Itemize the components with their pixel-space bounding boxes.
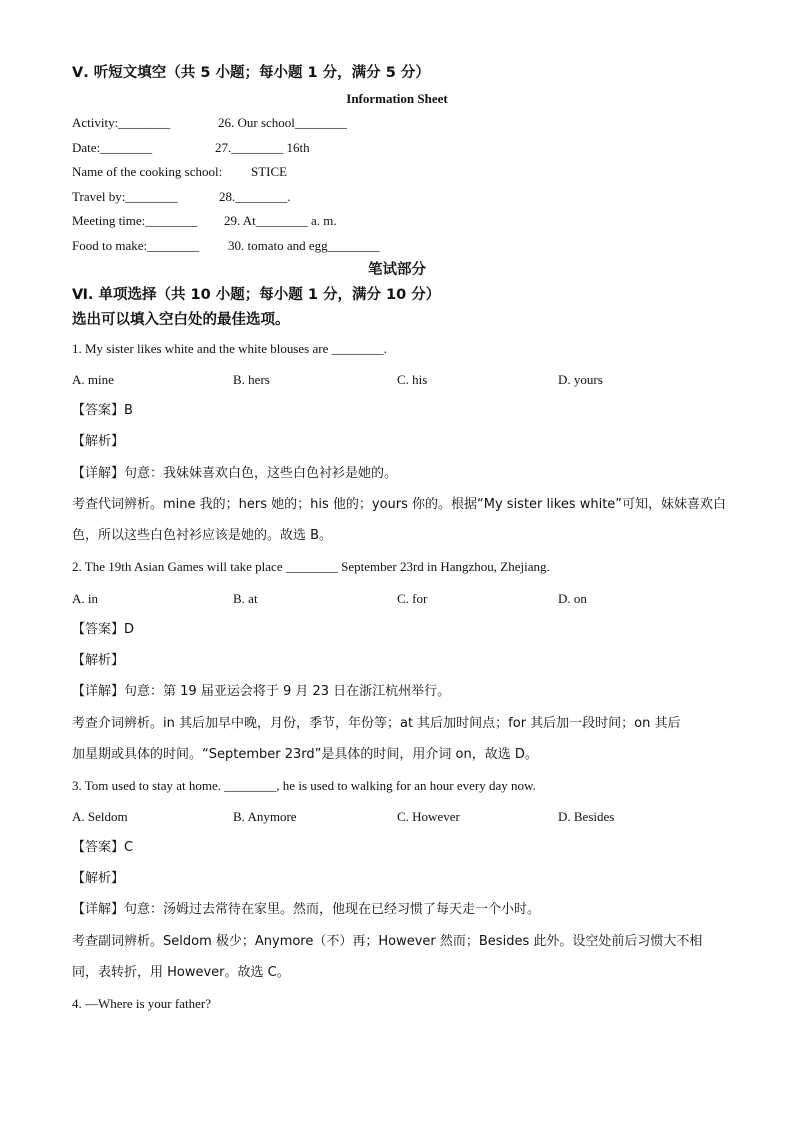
option-d: D. Besides [558, 809, 615, 824]
explanation-line-1: 考查代词辨析。mine 我的；hers 她的；his 他的；yours 你的。根据“My sister likes white”可知，妹妹喜欢白 [72, 497, 727, 512]
question-stem: 3. Tom used to stay at home. ________, he is used to walking for an hour every day now. [72, 778, 536, 793]
explanation-line-2: 同，表转折，用 However。故选 C。 [72, 965, 290, 980]
detail-line [72, 466, 397, 482]
detail-label: 【详解】 [72, 466, 125, 481]
section5-heading: Ⅴ. 听短文填空（共 5 小题；每小题 1 分，满分 5 分） [72, 65, 430, 81]
written-part-title: 笔试部分 [368, 262, 426, 278]
detail-text: 句意：我妹妹喜欢白色，这些白色衬衫是她的。 [124, 466, 398, 481]
question-4-stem: 4. —Where is your father? [72, 996, 211, 1011]
sheet-row-travel-right: 28.________. [219, 189, 291, 204]
answer-label: 【答案】 [72, 403, 125, 418]
question-stem: 2. The 19th Asian Games will take place ________ September 23rd in Hangzhou, Zhejiang. [72, 559, 550, 574]
sheet-row-date-right: 27.________ 16th [215, 140, 310, 155]
detail-line [72, 902, 540, 918]
detail-line [72, 684, 450, 700]
answer-line [72, 622, 134, 638]
sheet-row-activity-left: Activity:________ [72, 115, 171, 130]
option-a: A. in [72, 591, 98, 606]
option-c: C. However [397, 809, 460, 824]
answer-label: 【答案】 [72, 840, 125, 855]
sheet-row-school-left: Name of the cooking school: [72, 164, 223, 179]
answer-value: C [124, 840, 134, 855]
sheet-row-travel-left: Travel by:________ [72, 189, 178, 204]
section6-instruction: 选出可以填入空白处的最佳选项。 [72, 312, 290, 328]
option-c: C. for [397, 591, 428, 606]
sheet-row-food-right: 30. tomato and egg________ [228, 238, 380, 253]
detail-label: 【详解】 [72, 684, 125, 699]
option-b: B. at [233, 591, 258, 606]
explanation-line-2: 加星期或具体的时间。“September 23rd”是具体的时间，用介词 on，故选 D。 [72, 747, 538, 762]
option-b: B. Anymore [233, 809, 297, 824]
answer-value: D [124, 622, 135, 637]
explanation-line-1: 考查介词辨析。in 其后加早中晚，月份，季节，年份等；at 其后加时间点；for 其后加一段时间；on 其后 [72, 716, 681, 731]
option-c: C. his [397, 372, 428, 387]
answer-line [72, 840, 133, 856]
analysis-label: 【解析】 [72, 434, 125, 449]
section6-heading: Ⅵ. 单项选择（共 10 小题；每小题 1 分，满分 10 分） [72, 287, 441, 303]
answer-label: 【答案】 [72, 622, 125, 637]
analysis-label: 【解析】 [72, 653, 125, 668]
option-a: A. mine [72, 372, 114, 387]
sheet-row-activity-right: 26. Our school________ [218, 115, 347, 130]
option-a: A. Seldom [72, 809, 128, 824]
sheet-row-date-left: Date:________ [72, 140, 153, 155]
detail-text: 句意：第 19 届亚运会将于 9 月 23 日在浙江杭州举行。 [124, 684, 451, 699]
detail-label: 【详解】 [72, 902, 125, 917]
explanation-line-1: 考查副词辨析。Seldom 极少；Anymore（不）再；However 然而；Besides 此外。设空处前后习惯大不相 [72, 934, 703, 949]
sheet-row-school-right: STICE [251, 164, 288, 179]
explanation-line-2: 色，所以这些白色衬衫应该是她的。故选 B。 [72, 528, 333, 543]
sheet-row-meeting-right: 29. At________ a. m. [224, 213, 337, 228]
option-b: B. hers [233, 372, 270, 387]
detail-text: 句意：汤姆过去常待在家里。然而，他现在已经习惯了每天走一个小时。 [124, 902, 541, 917]
sheet-row-food-left: Food to make:________ [72, 238, 200, 253]
sheet-row-meeting-left: Meeting time:________ [72, 213, 198, 228]
analysis-label: 【解析】 [72, 871, 125, 886]
option-d: D. yours [558, 372, 603, 387]
answer-line [72, 403, 133, 419]
option-d: D. on [558, 591, 587, 606]
question-stem: 1. My sister likes white and the white blouses are ________. [72, 341, 387, 356]
information-sheet-title: Information Sheet [346, 91, 448, 106]
answer-value: B [124, 403, 133, 418]
